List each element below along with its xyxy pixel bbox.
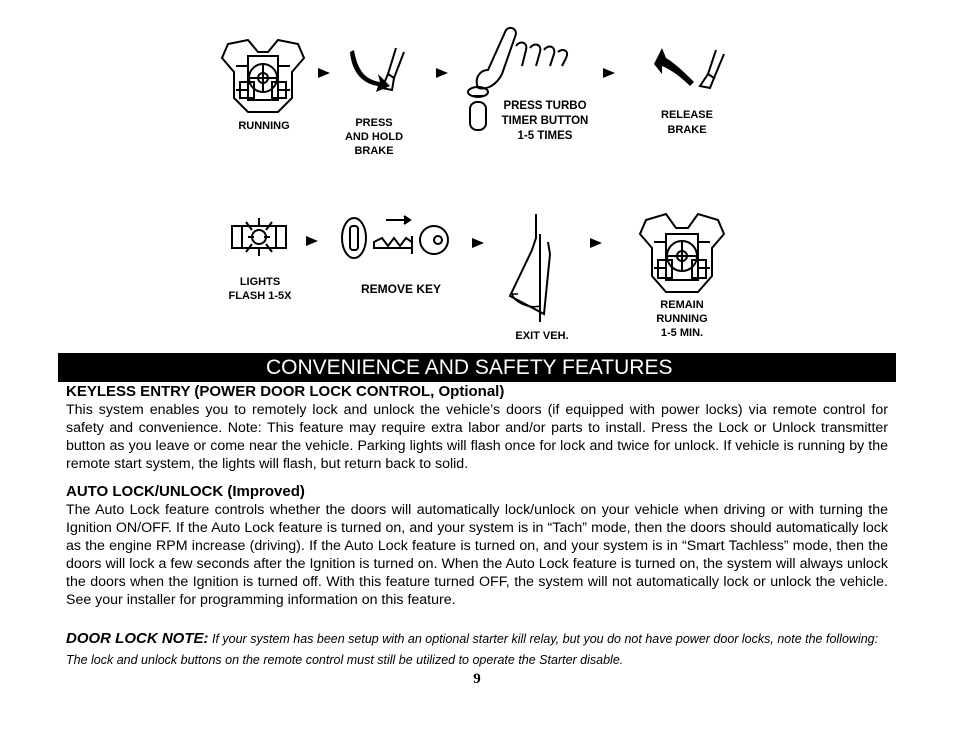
label-exit-veh: EXIT VEH. (515, 330, 569, 342)
engine-remain-running-icon (636, 212, 728, 298)
lights-flash-icon (228, 218, 290, 258)
door-lock-note-heading: DOOR LOCK NOTE: (66, 630, 209, 647)
flow-arrow-icon (436, 68, 448, 78)
page-number: 9 (473, 671, 481, 687)
door-exit-icon (504, 214, 562, 322)
auto-lock-heading: AUTO LOCK/UNLOCK (Improved) (66, 483, 305, 500)
keyless-entry-body: This system enables you to remotely lock and unlock the vehicle’s doors (if equipped with power locks) via remote control for safety and convenience. Note: This feature may require extra labor and/or parts to install. Press the Lock or Unlock transmitter button as you leave or come near the vehicle. Parking lights will flash once for lock and twice for unlock. If vehicle is running by the remote start system, the lights will flash, but return back to solid. (66, 402, 888, 472)
auto-lock-body: The Auto Lock feature controls whether the doors will automatically lock/unlock on your vehicle when driving or with turning the Ignition ON/OFF. If the Auto Lock feature is turned on, and your system is in “Tach” mode, then the doors should automatically lock as the engine RPM increase (driving). If the Auto Lock feature is turned on, and your system is in “Smart Tachless” mode, then the doors will lock a few seconds after the Ignition is turned on. When the Auto Lock feature is turned on, the system will always unlock the doors when the Ignition is turned off. With this feature turned OFF, the system will not automatically lock or unlock the vehicle. See your installer for programming information on this feature. (66, 502, 888, 608)
flow-arrow-icon (472, 238, 484, 248)
section-title-banner: CONVENIENCE AND SAFETY FEATURES (58, 353, 896, 382)
door-lock-note-body: If your system has been setup with an optional starter kill relay, but you do not have power door locks, note the following: The lock and unlock buttons on the remote control must still be utilized to operate the Starter disable. (66, 632, 879, 667)
flow-arrow-icon (318, 68, 330, 78)
label-release-brake: RELEASE BRAKE (661, 109, 713, 136)
keyless-entry-heading: KEYLESS ENTRY (POWER DOOR LOCK CONTROL, Optional) (66, 383, 505, 400)
label-running: RUNNING (238, 120, 290, 132)
brake-release-icon (644, 44, 728, 90)
flow-arrow-icon (590, 238, 602, 248)
flow-arrow-icon (603, 68, 615, 78)
brake-pedal-press-icon (348, 44, 410, 94)
ignition-key-icon (338, 212, 452, 262)
label-lights-flash: LIGHTS FLASH 1-5X (228, 276, 292, 302)
label-remove-key: REMOVE KEY (360, 282, 441, 296)
label-remain-running: REMAIN RUNNING 1-5 MIN. (656, 299, 708, 339)
label-press-turbo: PRESS TURBO TIMER BUTTON 1-5 TIMES (501, 100, 589, 142)
engine-running-icon (218, 38, 308, 118)
label-press-hold-brake: PRESS AND HOLD BRAKE (344, 117, 404, 157)
flow-arrow-icon (306, 236, 318, 246)
door-lock-note (66, 628, 890, 671)
